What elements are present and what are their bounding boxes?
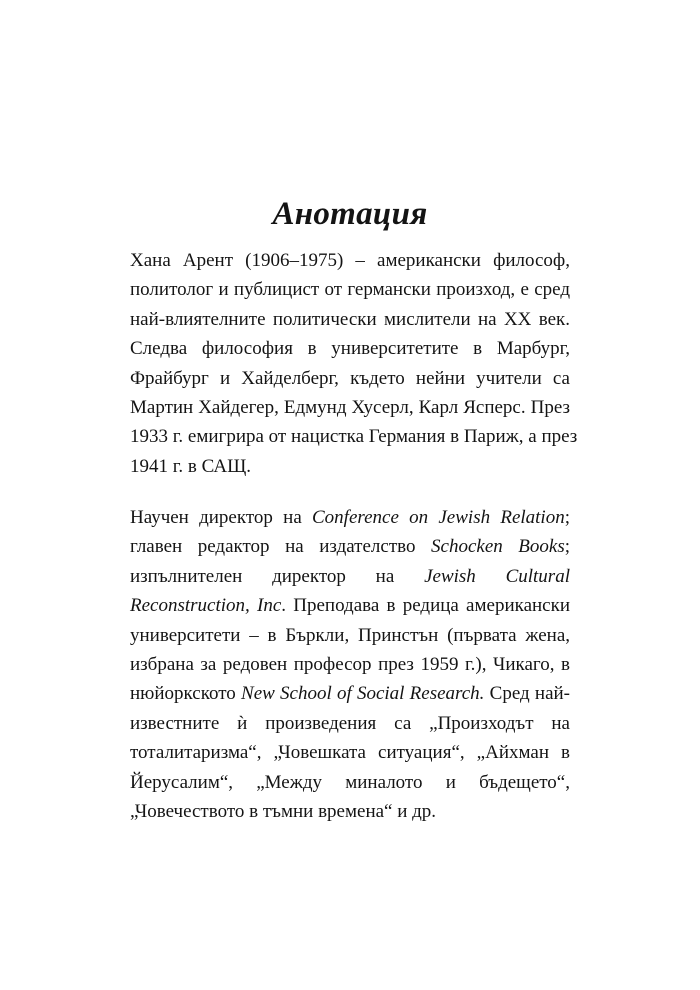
paragraph-line xyxy=(130,679,570,708)
italic-title: Schocken Books xyxy=(431,536,565,558)
text-run: . Преподава в редица американски xyxy=(281,595,570,617)
paragraph-line xyxy=(130,503,570,532)
paragraph-line: Мартин Хайдегер, Едмунд Хусерл, Карл Ясперс. През xyxy=(130,397,570,419)
paragraph-line xyxy=(130,562,570,591)
paragraph-line: Хана Арент (1906–1975) – американски философ, xyxy=(130,250,570,271)
paragraph-line: политолог и публицист от германски произход, е сред xyxy=(130,279,570,301)
page-title: Анотация xyxy=(272,196,428,232)
paragraph-line: университети – в Бъркли, Принстън (първата жена, xyxy=(130,624,570,646)
paragraph-line xyxy=(130,591,570,620)
italic-title: Jewish Cultural xyxy=(424,565,570,587)
text-run: Сред най- xyxy=(484,683,570,705)
paragraph-line: Следва философия в университетите в Марбург, xyxy=(130,338,570,360)
paragraph-line: тоталитаризма“, „Човешката ситуация“, „Айхман в xyxy=(130,742,570,764)
paragraph-line: 1941 г. в САЩ. xyxy=(130,455,251,477)
paragraph-line: 1933 г. емигрира от нацистка Германия в Париж, а през xyxy=(130,426,578,448)
paragraph-line: най-влиятелните политически мислители на ХХ век. xyxy=(130,308,570,330)
text-run: нюйоркското xyxy=(130,683,242,705)
paragraph-line: избрана за редовен професор през 1959 г.), Чикаго, в xyxy=(130,654,570,676)
text-run: ; xyxy=(564,536,570,558)
italic-title: New School of Social Research. xyxy=(241,683,485,705)
paragraph-line: известните ѝ произведения са „Произходът на xyxy=(130,712,570,734)
annotation-paragraph-1 xyxy=(130,246,578,481)
paragraph-line: Фрайбург и Хайделберг, където нейни учители са xyxy=(130,367,570,389)
italic-title: Reconstruction, Inc xyxy=(130,595,282,617)
italic-title: Conference on Jewish Relation xyxy=(312,507,565,528)
text-run: ; xyxy=(564,507,570,528)
annotation-paragraph-2 xyxy=(130,503,570,826)
paragraph-line: „Човечеството в тъмни времена“ и др. xyxy=(130,801,437,823)
text-run: Научен директор на xyxy=(130,507,312,528)
paragraph-line: Йерусалим“, „Между миналото и бъдещето“, xyxy=(130,771,570,793)
text-run: изпълнителен директор на xyxy=(130,565,425,587)
paragraph-line xyxy=(130,532,570,561)
text-run: главен редактор на издателство xyxy=(130,536,432,558)
